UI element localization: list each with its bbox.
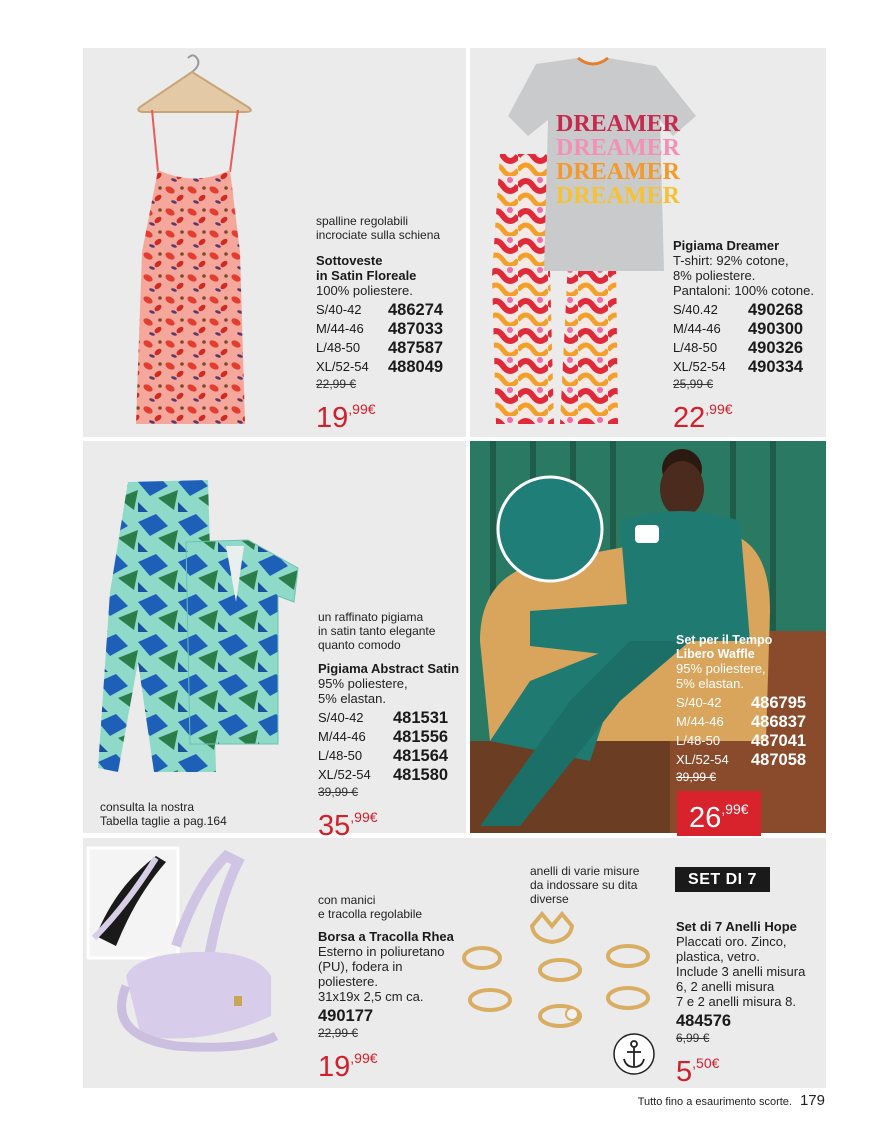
old-price: 25,99 € xyxy=(673,377,714,391)
product-feature xyxy=(316,214,466,242)
old-price: 6,99 € xyxy=(676,1031,710,1045)
feature-line: in satin tanto elegante xyxy=(318,624,436,638)
size-row xyxy=(676,731,824,750)
feature-line: incrociate sulla schiena xyxy=(316,228,441,242)
product-code: 481531 xyxy=(393,708,449,727)
product-name xyxy=(316,253,466,283)
product-description xyxy=(318,676,466,706)
shirt-print-line: DREAMER xyxy=(556,135,680,161)
description-line: Include 3 anelli misura xyxy=(676,964,806,979)
feature-line: e tracolla regolabile xyxy=(318,907,423,921)
price-integer: 19 xyxy=(318,1051,351,1083)
footer-text: Tutto fino a esaurimento scorte. xyxy=(637,1096,792,1108)
old-price: 39,99 € xyxy=(318,785,359,799)
product-code: 490177 xyxy=(318,1006,374,1025)
price xyxy=(316,393,466,434)
size-row xyxy=(318,727,466,746)
feature-line: da indossare su dita xyxy=(530,878,638,892)
price-integer: 26 xyxy=(689,802,722,834)
price-integer: 35 xyxy=(318,810,351,842)
product-name: Pigiama Dreamer xyxy=(673,238,780,253)
description-line: Esterno in poliuretano xyxy=(318,944,445,959)
description-line: 6, 2 anelli misura xyxy=(676,979,775,994)
description-line: Pantaloni: 100% cotone. xyxy=(673,283,814,298)
shirt-print-line: DREAMER xyxy=(556,159,680,185)
anchor-icon xyxy=(612,1032,656,1076)
product-dreamer-pajama xyxy=(673,238,828,434)
product-description: 100% poliestere. xyxy=(316,283,413,298)
size-row xyxy=(676,712,824,731)
page-footer xyxy=(638,1092,825,1109)
size-label: L/48-50 xyxy=(316,339,361,355)
product-name-line: in Satin Floreale xyxy=(316,268,417,283)
size-row xyxy=(318,746,466,765)
size-list xyxy=(318,1006,468,1025)
feature-line: con manici xyxy=(318,893,376,907)
abstract-satin-pajama-image xyxy=(98,472,308,784)
product-rings-set xyxy=(676,919,826,1088)
product-code: 481556 xyxy=(393,727,449,746)
size-label: L/48-50 xyxy=(673,339,718,355)
old-price: 22,99 € xyxy=(318,1026,359,1040)
size-label: M/44-46 xyxy=(318,728,366,744)
size-row xyxy=(676,1011,826,1030)
rings-image xyxy=(460,908,660,1038)
size-label: M/44-46 xyxy=(316,320,364,336)
size-row xyxy=(673,319,828,338)
product-name-line: Set per il Tempo xyxy=(676,633,773,647)
size-row xyxy=(673,300,828,319)
price xyxy=(318,1042,468,1083)
product-description xyxy=(318,944,468,1004)
size-label: XL/52-54 xyxy=(676,751,729,767)
size-label: S/40-42 xyxy=(318,709,364,725)
price-integer: 19 xyxy=(316,402,349,434)
size-row xyxy=(318,708,466,727)
price-decimal: ,99€ xyxy=(705,401,733,417)
product-satin-slip xyxy=(316,214,466,434)
product-code: 490300 xyxy=(748,319,804,338)
product-name xyxy=(676,633,824,661)
product-code: 484576 xyxy=(676,1011,732,1030)
product-name: Pigiama Abstract Satin xyxy=(318,661,460,676)
product-code: 486274 xyxy=(388,300,444,319)
size-row xyxy=(673,357,828,376)
size-row xyxy=(676,750,824,769)
size-label: M/44-46 xyxy=(673,320,721,336)
price-integer: 5 xyxy=(676,1056,693,1088)
shirt-print-line: DREAMER xyxy=(556,183,680,209)
product-code: 481564 xyxy=(393,746,449,765)
size-label: S/40-42 xyxy=(676,694,722,710)
size-chart-note xyxy=(100,800,227,828)
price-box xyxy=(677,791,761,836)
price-decimal: ,99€ xyxy=(350,1050,378,1066)
size-list xyxy=(676,1011,826,1030)
size-list xyxy=(318,708,466,784)
product-code: 486795 xyxy=(751,693,807,712)
feature-line: quanto comodo xyxy=(318,638,401,652)
hanger-icon xyxy=(138,55,251,112)
product-code: 487041 xyxy=(751,731,807,750)
size-row xyxy=(673,338,828,357)
size-row xyxy=(316,300,466,319)
product-code: 490268 xyxy=(748,300,804,319)
size-row xyxy=(318,765,466,784)
description-line: plastica, vetro. xyxy=(676,949,760,964)
product-name-line: Libero Waffle xyxy=(676,647,755,661)
feature-line: diverse xyxy=(530,892,569,906)
product-code: 481580 xyxy=(393,765,449,784)
price-decimal: ,50€ xyxy=(692,1055,720,1071)
size-row xyxy=(316,338,466,357)
description-line: 7 e 2 anelli misura 8. xyxy=(676,994,796,1009)
product-name: Set di 7 Anelli Hope xyxy=(676,919,797,934)
shoulder-bag-image xyxy=(86,846,286,1082)
description-line: Placcati oro. Zinco, xyxy=(676,934,787,949)
product-abstract-satin xyxy=(318,610,466,842)
feature-line: anelli di varie misure xyxy=(530,864,640,878)
old-price: 22,99 € xyxy=(316,377,357,391)
product-description xyxy=(676,661,824,691)
slip-dress-image xyxy=(120,52,270,427)
description-line: 8% poliestere. xyxy=(673,268,756,283)
page-number: 179 xyxy=(799,1092,825,1109)
product-description xyxy=(676,934,826,1009)
size-label: XL/52-54 xyxy=(673,358,726,374)
price-decimal: ,99€ xyxy=(348,401,376,417)
set-badge: SET DI 7 xyxy=(675,867,770,892)
description-line: 95% poliestere, xyxy=(318,676,408,691)
size-label: S/40.42 xyxy=(673,301,718,317)
product-code: 487587 xyxy=(388,338,444,357)
product-code: 486837 xyxy=(751,712,807,731)
description-line: poliestere. xyxy=(318,974,378,989)
size-row xyxy=(676,693,824,712)
price-integer: 22 xyxy=(673,402,706,434)
product-feature xyxy=(318,610,466,652)
size-label: M/44-46 xyxy=(676,713,724,729)
product-shoulder-bag xyxy=(318,893,468,1083)
shirt-print-line: DREAMER xyxy=(556,111,680,137)
size-label: XL/52-54 xyxy=(316,358,369,374)
product-code: 490326 xyxy=(748,338,804,357)
product-name-line: Sottoveste xyxy=(316,253,383,268)
feature-line: un raffinato pigiama xyxy=(318,610,424,624)
size-row xyxy=(318,1006,468,1025)
size-list xyxy=(316,300,466,376)
size-label: XL/52-54 xyxy=(318,766,371,782)
size-label: L/48-50 xyxy=(318,747,363,763)
description-line: 5% elastan. xyxy=(318,691,386,706)
price xyxy=(318,801,466,842)
old-price: 39,99 € xyxy=(676,770,717,784)
size-row xyxy=(316,319,466,338)
shirt-print xyxy=(556,111,680,209)
size-row xyxy=(316,357,466,376)
product-description xyxy=(673,253,828,298)
size-list xyxy=(676,693,824,769)
price-decimal: ,99€ xyxy=(721,801,749,817)
product-waffle-set xyxy=(676,633,824,784)
product-feature xyxy=(530,864,660,906)
product-code: 488049 xyxy=(388,357,444,376)
rings-feature xyxy=(530,864,660,906)
price xyxy=(673,393,828,434)
size-list xyxy=(673,300,828,376)
price xyxy=(676,1047,826,1088)
description-line: 31x19x 2,5 cm ca. xyxy=(318,989,424,1004)
product-code: 487058 xyxy=(751,750,807,769)
description-line: 5% elastan. xyxy=(676,676,744,691)
description-line: (PU), fodera in xyxy=(318,959,403,974)
price-decimal: ,99€ xyxy=(350,809,378,825)
note-line: Tabella taglie a pag.164 xyxy=(100,814,227,828)
description-line: T-shirt: 92% cotone, xyxy=(673,253,789,268)
product-feature xyxy=(318,893,468,921)
feature-line: spalline regolabili xyxy=(316,214,409,228)
product-code: 487033 xyxy=(388,319,444,338)
description-line: 95% poliestere, xyxy=(676,661,766,676)
size-label: L/48-50 xyxy=(676,732,721,748)
product-code: 490334 xyxy=(748,357,804,376)
note-line: consulta la nostra xyxy=(100,800,195,814)
product-name: Borsa a Tracolla Rhea xyxy=(318,929,454,944)
size-label: S/40-42 xyxy=(316,301,362,317)
